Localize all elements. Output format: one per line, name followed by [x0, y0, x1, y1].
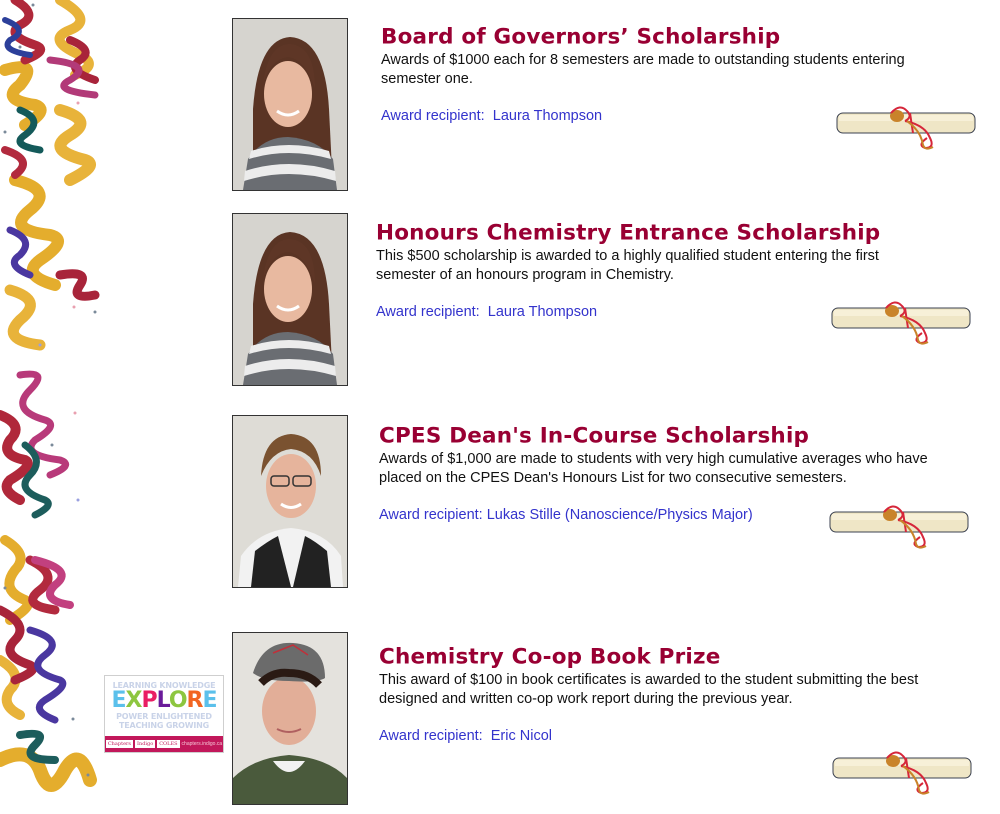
portrait-photo-icon — [233, 19, 347, 190]
portrait-photo-icon — [233, 416, 347, 587]
award-recipient: Award recipient: Laura Thompson — [376, 304, 598, 320]
footer-url: chapters.indigo.ca — [181, 741, 223, 747]
portrait-photo-icon — [233, 214, 347, 385]
diploma-scroll-icon — [831, 748, 976, 798]
recipient-photo-laura-thompson-2 — [232, 213, 348, 386]
award-description: This $500 scholarship is awarded to a highly qualified student entering the first semester of an honours program in Chemistry. — [376, 248, 879, 283]
explore-logo-line2: POWER ENLIGHTENED — [116, 712, 212, 721]
explore-sponsor-logo — [104, 675, 224, 753]
diploma-scroll-icon — [830, 298, 975, 348]
indigo-tag: Indigo — [137, 741, 154, 747]
recipient-photo-lukas-stille — [232, 415, 348, 588]
ribbon-streamer-border — [0, 0, 100, 814]
chapters-tag: Chapters — [107, 741, 131, 747]
award-description: This award of $100 in book certificates is awarded to the student submitting the best designed and written co-op work report during the previous year. — [379, 672, 919, 707]
explore-logo-footer — [105, 736, 223, 752]
explore-letter: E — [202, 688, 217, 713]
explore-letter: O — [168, 688, 187, 713]
award-title: Chemistry Co-op Book Prize — [379, 645, 721, 670]
award-chemistry-coop-book-prize — [379, 645, 959, 746]
explore-logo-headline — [105, 690, 223, 712]
award-title: CPES Dean's In-Course Scholarship — [379, 424, 810, 449]
award-recipient: Award recipient: Laura Thompson — [381, 108, 603, 124]
explore-logo-line3: TEACHING GROWING — [118, 721, 210, 730]
explore-letter: P — [141, 688, 157, 713]
recipient-photo-laura-thompson — [232, 18, 348, 191]
explore-letter: E — [111, 688, 126, 713]
award-recipient: Award recipient: Lukas Stille (Nanoscience/Physics Major) — [379, 507, 753, 523]
award-title: Honours Chemistry Entrance Scholarship — [376, 221, 881, 246]
award-board-of-governors — [381, 25, 911, 126]
explore-letter: R — [186, 688, 203, 713]
award-recipient: Award recipient: Eric Nicol — [379, 728, 552, 744]
portrait-photo-icon — [233, 633, 347, 804]
recipient-photo-eric-nicol — [232, 632, 348, 805]
explore-letter: L — [156, 688, 169, 713]
diploma-scroll-icon — [835, 103, 980, 153]
award-title: Board of Governors’ Scholarship — [381, 25, 781, 50]
award-description: Awards of $1,000 are made to students with very high cumulative averages who have placed on the CPES Dean's Honours List for two consecutive semesters. — [379, 451, 928, 486]
diploma-scroll-icon — [828, 502, 973, 552]
explore-letter: X — [125, 688, 142, 713]
coles-tag: COLES — [159, 741, 178, 747]
explore-logo-line1: LEARNING KNOWLEDGE — [112, 681, 216, 690]
award-description: Awards of $1000 each for 8 semesters are made to outstanding students entering semester one. — [381, 52, 905, 87]
